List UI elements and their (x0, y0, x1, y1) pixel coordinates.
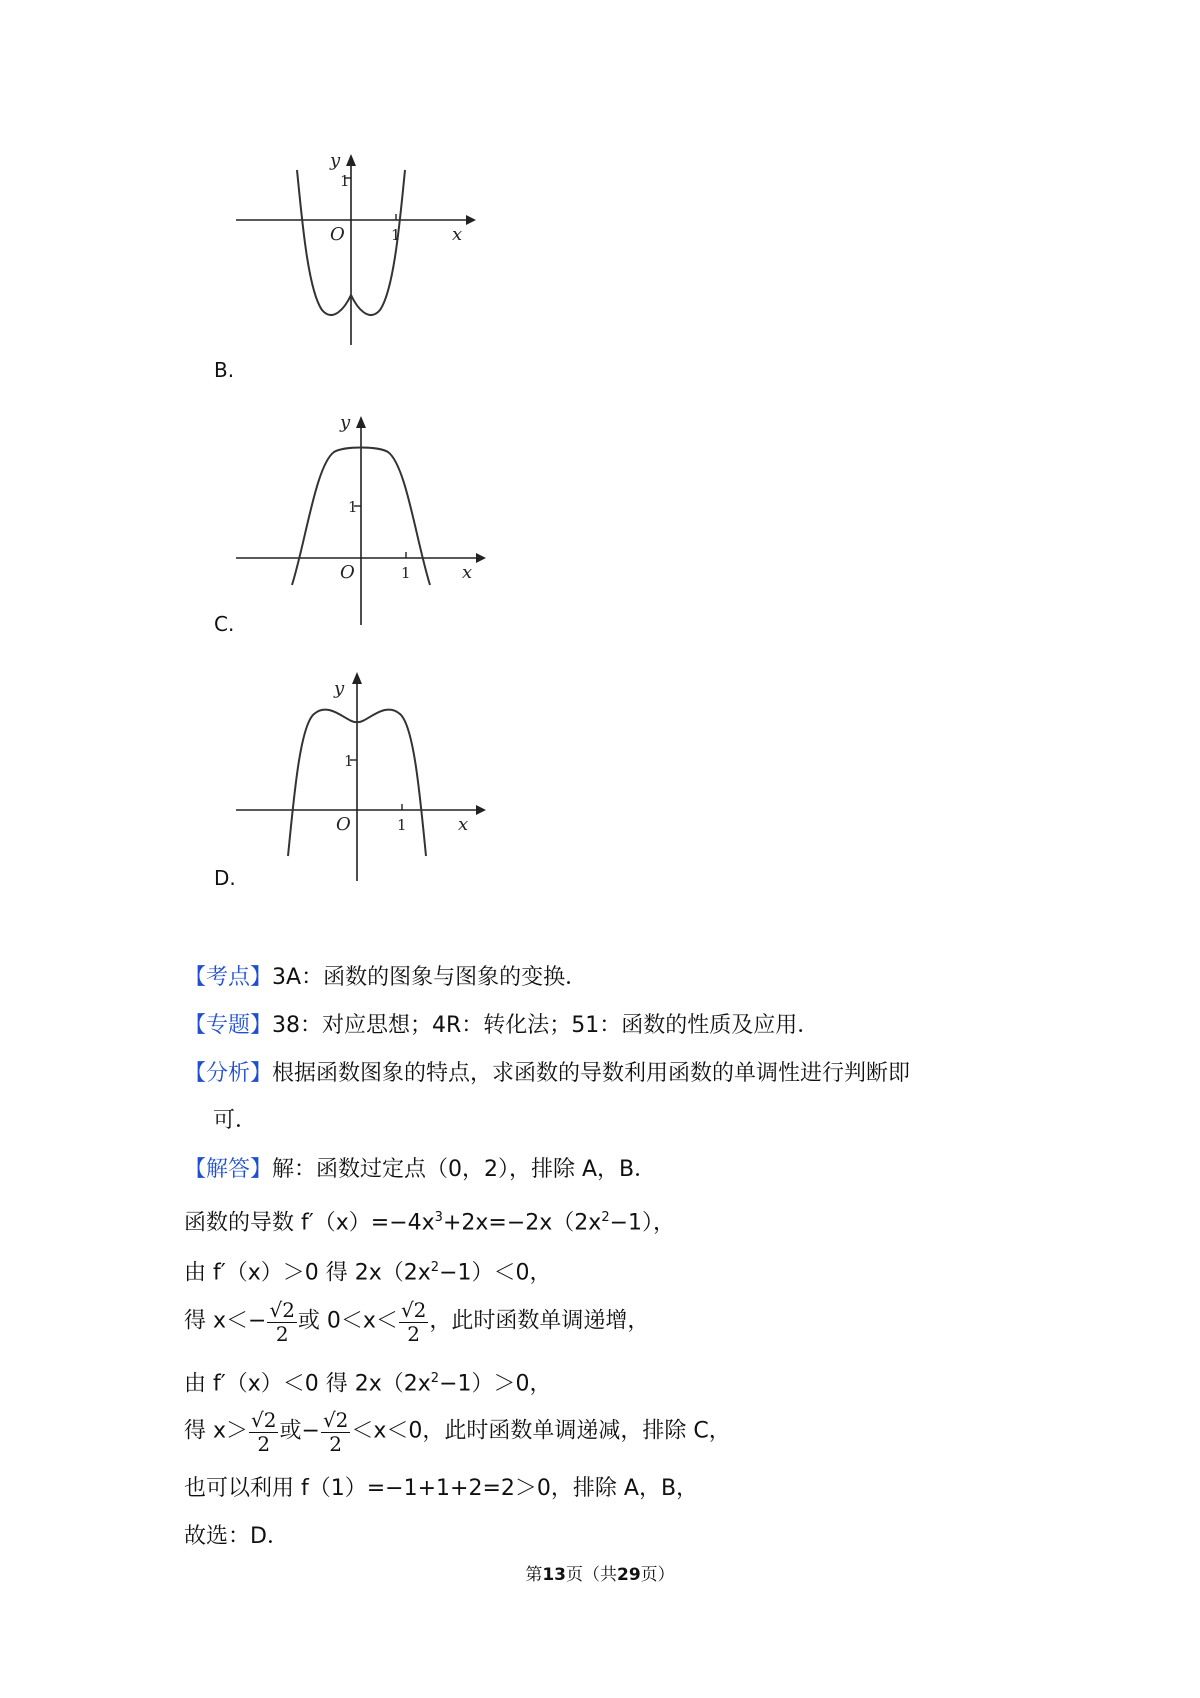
fenxi-text: 根据函数图象的特点，求函数的导数利用函数的单调性进行判断即 (272, 1061, 911, 1086)
zhuanti-text: 38：对应思想；4R：转化法；51：函数的性质及应用． (272, 1013, 820, 1038)
solution-line-4: 由 f′（x）＜0 得 $2x(2x^2-1)>0$， (184, 1371, 552, 1397)
jieda-text: 解：函数过定点（0，2），排除 A，B． (272, 1157, 657, 1182)
graph-b-x-label: x (452, 224, 463, 245)
fraction-sqrt2-over-2: $\frac{√2}{2}$ (269, 1298, 295, 1346)
fenxi-line (184, 1059, 910, 1089)
graph-b-one-y: 1 (340, 172, 350, 190)
fenxi-line-2: 可． (213, 1108, 258, 1133)
fraction-sqrt2-over-2: $\frac{√2}{2}$ (322, 1408, 349, 1456)
graph-b-origin: O (330, 224, 345, 245)
zhuanti-line (184, 1011, 819, 1041)
jieda-tag: 【解答】 (184, 1157, 273, 1182)
solution-line-6: 也可以利用 f（1）=−1+1+2=2＞0，排除 A，B， (184, 1476, 699, 1501)
option-c-label: C. (214, 612, 235, 636)
graph-d-one-x: 1 (397, 816, 407, 834)
jieda-line (184, 1155, 656, 1185)
graph-c-x-label: x (462, 562, 473, 583)
fenxi-tag: 【分析】 (184, 1061, 273, 1086)
option-d-label: D. (214, 866, 236, 890)
graph-b-y-label: y (330, 150, 341, 171)
kaodian-text: 3A：函数的图象与图象的变换． (272, 965, 588, 990)
solution-line-2: 由 f′（x）＞0 得 $2x(2x^2-1)<0$， (184, 1260, 552, 1286)
graph-c (230, 410, 500, 630)
zhuanti-tag: 【专题】 (184, 1013, 273, 1038)
graph-d-one-y: 1 (344, 752, 354, 770)
graph-b-one-x: 1 (391, 226, 401, 244)
solution-line-5: 得 x＞ $\frac{√2}{2}$ 或− $\frac{√2}{2}$ ＜x＜0，此时函数单调递减，排除 C， (184, 1408, 731, 1456)
option-b-label: B. (214, 358, 235, 382)
kaodian-line (184, 963, 587, 993)
graph-c-one-y: 1 (348, 498, 358, 516)
solution-line-3: 得 x＜− $\frac{√2}{2}$ 或 0＜x＜ $\frac{√2}{2}$ ，此时函数单调递增， (184, 1298, 650, 1346)
graph-b (230, 150, 490, 350)
kaodian-tag: 【考点】 (184, 965, 273, 990)
graph-c-y-label: y (340, 412, 351, 433)
graph-d-origin: O (336, 814, 351, 835)
solution-line-1: 函数的导数 $f'(x)=-4x^3+2x=-2x(2x^2-1)$， (184, 1210, 676, 1236)
graph-d (230, 666, 500, 886)
page-footer: 第13页（共29页） (525, 1565, 675, 1585)
solution-line-7: 故选：D． (184, 1524, 289, 1549)
graph-c-origin: O (340, 562, 355, 583)
fraction-sqrt2-over-2: $\frac{√2}{2}$ (251, 1408, 277, 1456)
fraction-sqrt2-over-2: $\frac{√2}{2}$ (400, 1298, 427, 1346)
graph-c-one-x: 1 (401, 564, 411, 582)
graph-d-x-label: x (458, 814, 469, 835)
graph-d-y-label: y (334, 678, 345, 699)
